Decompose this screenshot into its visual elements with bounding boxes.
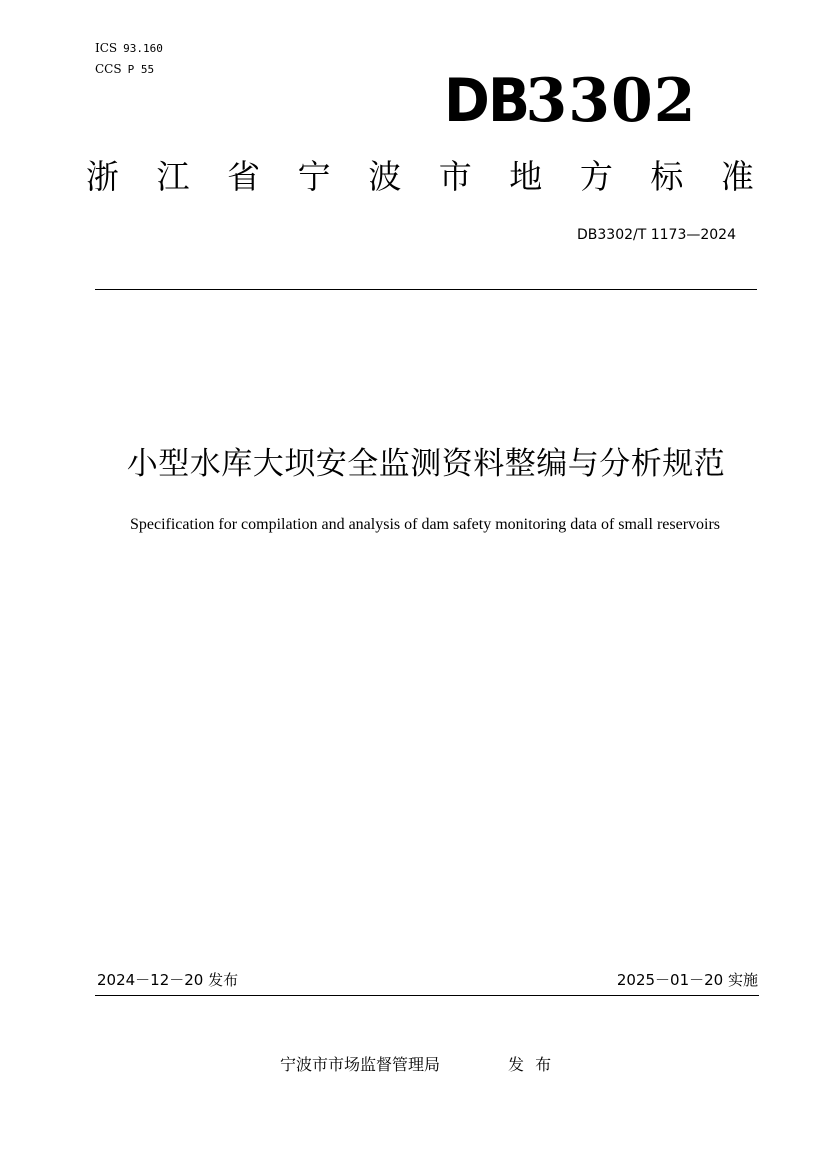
ics-code: 93.160	[123, 42, 163, 55]
standard-class-char: 标	[650, 157, 684, 196]
bottom-divider	[95, 995, 759, 996]
standard-class-char: 江	[156, 157, 190, 196]
top-divider	[95, 289, 757, 290]
title-english: Specification for compilation and analysis of dam safety monitoring data of small reservoirs	[129, 516, 721, 533]
standard-class-char: 浙	[86, 157, 119, 196]
db-logo-letter-d: D	[444, 66, 485, 136]
standard-class-char: 宁	[297, 157, 331, 196]
standard-class-char: 市	[438, 157, 472, 196]
ccs-code: P 55	[127, 63, 155, 76]
issue-date: 2024－12－20 发布	[97, 971, 239, 989]
standard-class-char: 波	[368, 157, 402, 196]
standard-classification	[86, 157, 754, 197]
title-chinese: 小型水库大坝安全监测资料整编与分析规范	[126, 446, 726, 482]
standard-class-char: 方	[579, 157, 613, 196]
ics-code-line	[95, 41, 163, 56]
db-logo-number: 3302	[525, 66, 697, 136]
ccs-code-line	[95, 62, 154, 77]
standard-class-char: 准	[720, 157, 754, 196]
ccs-prefix: CCS	[95, 62, 122, 76]
db-logo-letter-b: B	[487, 66, 525, 136]
ics-prefix: ICS	[95, 41, 118, 55]
standard-class-char: 地	[509, 157, 543, 196]
db-logo	[444, 66, 697, 136]
standard-class-char: 省	[227, 157, 261, 196]
standard-number: DB3302/T 1173—2024	[577, 227, 736, 243]
issuer-action: 发 布	[508, 1055, 552, 1074]
implementation-date: 2025－01－20 实施	[616, 971, 758, 989]
issuer-name: 宁波市市场监督管理局	[280, 1055, 441, 1074]
